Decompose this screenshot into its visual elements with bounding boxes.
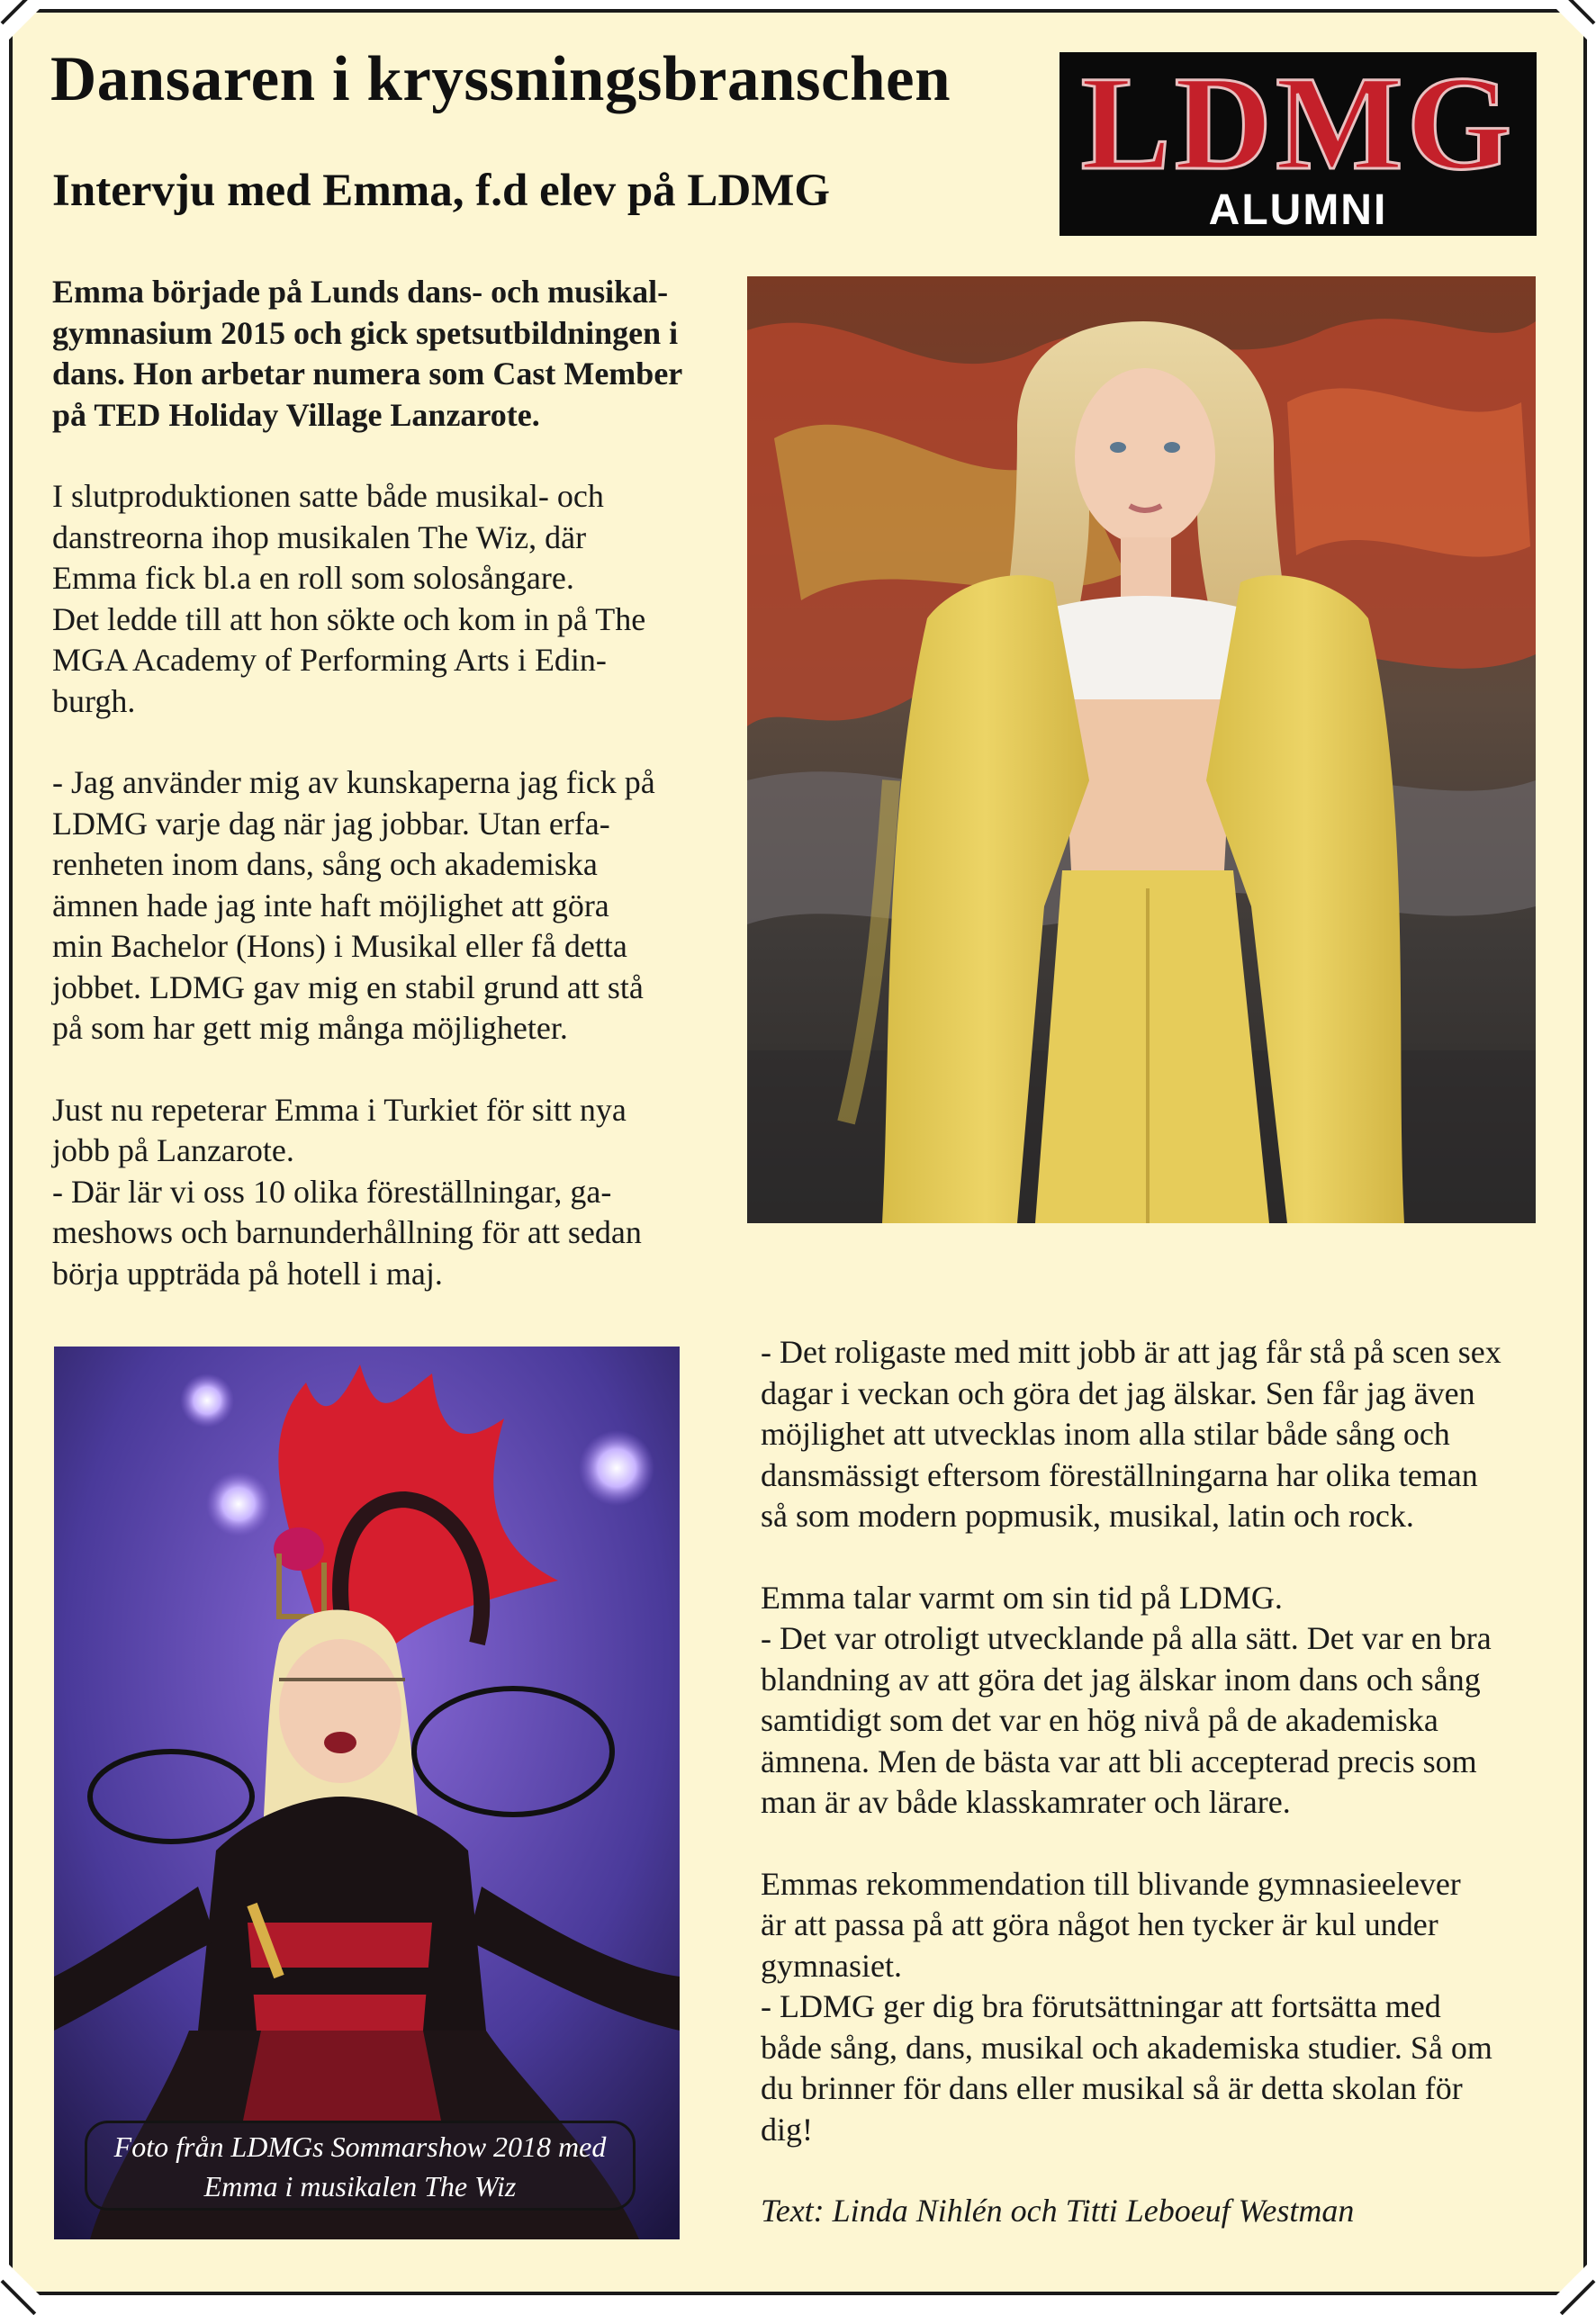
text-line: man är av både klasskamrater och lärare. [761,1784,1291,1820]
photo-caption [85,2121,636,2211]
body-paragraph [52,1090,700,1295]
body-paragraph [52,762,700,1049]
text-line: på TED Holiday Village Lanzarote. [52,396,540,433]
text-line: Just nu repeterar Emma i Turkiet för sitt nya [52,1091,627,1128]
text-line: renheten inom dans, sång och akademiska [52,846,598,882]
text-line: både sång, dans, musikal och akademiska studier. Så om [761,2029,1492,2066]
text-line: - Jag använder mig av kunskaperna jag fick på [52,764,655,800]
portrait-photo [747,276,1536,1223]
text-line: I slutproduktionen satte både musikal- och [52,478,604,514]
text-line: dans. Hon arbetar numera som Cast Member [52,356,683,392]
stage-illustration [54,1347,680,2239]
text-line: dansmässigt eftersom föreställningarna har olika teman [761,1456,1478,1493]
text-line: börja uppträda på hotell i maj. [52,1255,443,1292]
text-line: - LDMG ger dig bra förutsättningar att fortsätta med [761,1988,1441,2024]
text-line: dagar i veckan och göra det jag älskar. Sen får jag även [761,1374,1475,1411]
text-line: samtidigt som det var en hög nivå på de akademiska [761,1702,1438,1738]
text-line: - Där lär vi oss 10 olika föreställningar, ga- [52,1173,612,1210]
text-line: gymnasiet. [761,1947,902,1984]
text-line: - Det var otroligt utvecklande på alla sätt. Det var en bra [761,1620,1492,1656]
body-paragraph [761,1864,1553,2151]
author-credit: Text: Linda Nihlén och Titti Leboeuf Westman [761,2193,1355,2229]
left-column [52,272,700,1294]
lead-paragraph [52,272,700,436]
text-line: LDMG varje dag när jag jobbar. Utan erfa- [52,805,610,842]
logo-wordmark: LDMG [1080,49,1516,198]
text-line: meshows och barnunderhållning för att sedan [52,1214,642,1250]
text-line: du brinner för dans eller musikal så är detta skolan för [761,2070,1463,2106]
text-line: jobbet. LDMG gav mig en stabil grund att stå [52,968,644,1005]
text-line: blandning av att göra det jag älskar inom dans och sång [761,1661,1481,1698]
right-column [761,1332,1553,2232]
text-line: så som modern popmusik, musikal, latin och rock. [761,1498,1414,1534]
logo-subtitle: ALUMNI [1208,186,1388,234]
text-line: gymnasium 2015 och gick spetsutbildningen i [52,314,679,351]
text-line: möjlighet att utvecklas inom alla stilar både sång och [761,1416,1450,1452]
body-paragraph [761,1332,1553,1537]
text-line: Emma började på Lunds dans- och musikal- [52,274,669,310]
text-line: - Det roligaste med mitt jobb är att jag får stå på scen sex [761,1334,1501,1370]
body-paragraph [52,476,700,722]
article-title: Dansaren i kryssningsbranschen [50,44,951,114]
caption-line: Emma i musikalen The Wiz [203,2170,517,2202]
text-line: ämnen hade jag inte haft möjlighet att göra [52,887,609,923]
text-line: danstreorna ihop musikalen The Wiz, där [52,518,587,555]
text-line: ämnena. Men de bästa var att bli accepterad precis som [761,1743,1477,1779]
text-line: Det ledde till att hon sökte och kom in på The [52,600,646,637]
body-paragraph [761,1578,1553,1824]
article-subtitle: Intervju med Emma, f.d elev på LDMG [52,166,831,216]
text-line: burgh. [52,682,136,719]
text-line: Emma talar varmt om sin tid på LDMG. [761,1579,1283,1616]
text-line: på som har gett mig många möjligheter. [52,1010,568,1046]
text-line: Emma fick bl.a en roll som solosångare. [52,560,574,596]
text-line: är att passa på att göra något hen tycker är kul under [761,1906,1438,1942]
portrait-illustration [747,276,1536,1223]
text-line: MGA Academy of Performing Arts i Edin- [52,642,607,678]
text-line: Emmas rekommendation till blivande gymnasieelever [761,1865,1461,1902]
text-line: dig! [761,2111,813,2148]
text-line: min Bachelor (Hons) i Musikal eller få detta [52,928,627,964]
ldmg-alumni-logo [1059,49,1537,236]
caption-line: Foto från LDMGs Sommarshow 2018 med [113,2130,607,2163]
text-line: jobb på Lanzarote. [52,1132,294,1168]
stage-photo [54,1347,680,2239]
